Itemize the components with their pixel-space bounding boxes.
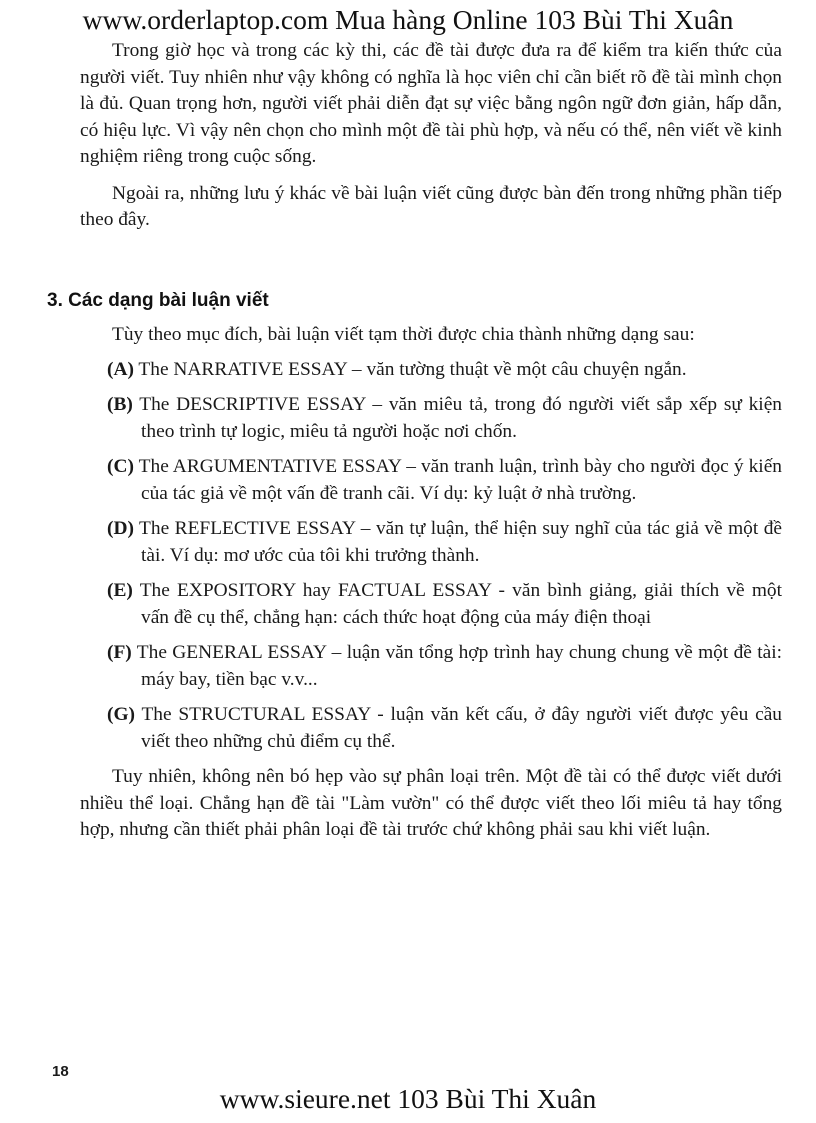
item-text: The NARRATIVE ESSAY – văn tường thuật về một câu chuyện ngắn. <box>138 358 687 380</box>
item-tag: (E) <box>107 580 133 601</box>
section-heading: 3. Các dạng bài luận viết <box>47 290 269 311</box>
list-item <box>107 516 782 569</box>
item-tag: (B) <box>107 394 133 415</box>
list-item <box>107 578 782 631</box>
list-item <box>107 357 782 384</box>
item-tag: (C) <box>107 456 134 477</box>
list-item <box>107 392 782 445</box>
item-text: The GENERAL ESSAY – luận văn tổng hợp trình hay chung chung về một đề tài: máy bay, tiền bạc v.v... <box>136 642 783 690</box>
essay-types-section <box>80 322 782 844</box>
item-text: The REFLECTIVE ESSAY – văn tự luận, thể hiện suy nghĩ của tác giả về một đề tài. Ví dụ: mơ ước của tôi khi trưởng thành. <box>139 518 783 566</box>
item-text: The STRUCTURAL ESSAY - luận văn kết cấu, ở đây người viết được yêu cầu viết theo những chủ điểm cụ thể. <box>141 704 782 752</box>
list-item <box>107 454 782 507</box>
essay-types-list <box>80 357 782 756</box>
item-tag: (G) <box>107 704 135 725</box>
intro-paragraph-2: Ngoài ra, những lưu ý khác về bài luận viết cũng được bàn đến trong những phần tiếp theo đây. <box>80 182 782 230</box>
intro-text <box>80 38 782 234</box>
item-text: The ARGUMENTATIVE ESSAY – văn tranh luận, trình bày cho người đọc ý kiến của tác giả về một vấn đề tranh cãi. Ví dụ: kỷ luật ở nhà trường. <box>138 456 783 504</box>
list-item <box>107 640 782 693</box>
item-text: The DESCRIPTIVE ESSAY – văn miêu tả, trong đó người viết sắp xếp sự kiện theo trình tự logic, miêu tả người hoặc nơi chốn. <box>139 394 782 442</box>
closing-paragraph: Tuy nhiên, không nên bó hẹp vào sự phân loại trên. Một đề tài có thể được viết dưới nhiều thể loại. Chẳng hạn đề tài "Làm vườn" có thể được viết theo lối miêu tả hay tổng hợp, nhưng cần thiết phải phân loại đề tài trước chứ không phải sau khi viết luận. <box>80 766 782 840</box>
watermark-top: www.orderlaptop.com Mua hàng Online 103 Bùi Thi Xuân <box>82 4 734 35</box>
intro-paragraph-1: Trong giờ học và trong các kỳ thi, các đề tài được đưa ra để kiểm tra kiến thức của người viết. Tuy nhiên như vậy không có nghĩa là học viên chỉ cần biết rõ đề tài mình chọn là đủ. Quan trọng hơn, người viết phải diễn đạt sự việc bằng ngôn ngữ đơn giản, hấp dẫn, có hiệu lực. Vì vậy nên chọn cho mình một đề tài phù hợp, và nếu có thể, nên viết về kinh nghiệm riêng trong cuộc sống. <box>80 40 782 167</box>
list-item <box>107 702 782 755</box>
item-tag: (F) <box>107 642 132 663</box>
item-tag: (A) <box>107 358 134 380</box>
section-lead: Tùy theo mục đích, bài luận viết tạm thời được chia thành những dạng sau: <box>112 324 695 345</box>
item-text: The EXPOSITORY hay FACTUAL ESSAY - văn bình giảng, giải thích về một vấn đề cụ thể, chẳng hạn: cách thức hoạt động của máy điện thoại <box>139 580 782 628</box>
page-number: 18 <box>52 1063 69 1080</box>
watermark-bottom: www.sieure.net 103 Bùi Thi Xuân <box>219 1083 597 1114</box>
item-tag: (D) <box>107 518 134 539</box>
